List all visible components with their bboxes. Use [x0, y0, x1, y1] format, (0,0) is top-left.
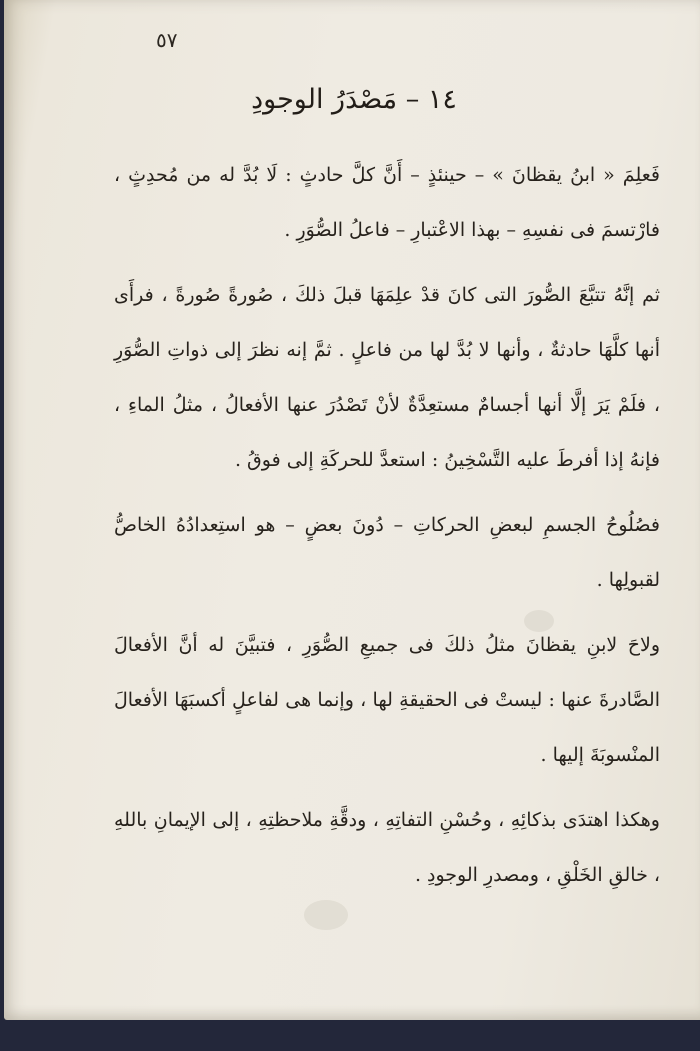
paragraph: فَعلِمَ « ابنُ يقظانَ » – حينئذٍ – أَنَّ كلَّ حادثٍ : لَا بُدَّ له من مُحدِثٍ ، فارْتسمَ فى نفسِهِ – بهذا الاعْتبارِ – فاعلُ الصُّوَرِ .	[114, 164, 660, 241]
paragraph: ولاحَ لابنِ يقظانَ مثلُ ذلكَ فى جميعِ الصُّوَرِ ، فتبيَّنَ له أنَّ الأفعالَ الصَّادرةَ عنها : ليستْ فى الحقيقةِ لها ، وإنما هى لفاعلٍ أكسبَهَا الأفعالَ المنْسوبَةَ إليها .	[114, 634, 660, 766]
page-number: ٥٧	[156, 28, 178, 52]
paragraph: وهكذا اهتدَى بذكائِهِ ، وحُسْنِ التفاتِهِ ، ودقَّةِ ملاحظتِهِ ، إلى الإيمانِ باللهِ ، خالقِ الخَلْقِ ، ومصدرِ الوجودِ .	[114, 809, 660, 886]
body-text	[114, 148, 660, 913]
chapter-title: ١٤ – مَصْدَرُ الوجودِ	[251, 84, 457, 115]
paragraph: فصُلُوحُ الجسمِ لبعضِ الحركاتِ – دُونَ بعضٍ – هو استِعدادُهُ الخاصُّ لقبولِها .	[114, 514, 660, 591]
book-page	[4, 0, 700, 1020]
paragraph: ثم إنَّهُ تتبَّعَ الصُّورَ التى كانَ قدْ علِمَهَا قبلَ ذلكَ ، صُورةً صُورةً ، فرأَى أنها كلَّهَا حادثةٌ ، وأنها لا بُدَّ لها من فاعلٍ . ثمَّ إنه نظرَ إلى ذواتِ الصُّوَرِ ، فلَمْ يَرَ إلَّا أنها أجسامٌ مستعِدَّةٌ لأنْ تَصْدُرَ عنها الأفعالُ ، مثلُ الماءِ ، فإنهُ إذا أفرطَ عليه التَّسْخِينُ : استعدَّ للحركَةِ إلى فوقُ .	[114, 284, 660, 471]
